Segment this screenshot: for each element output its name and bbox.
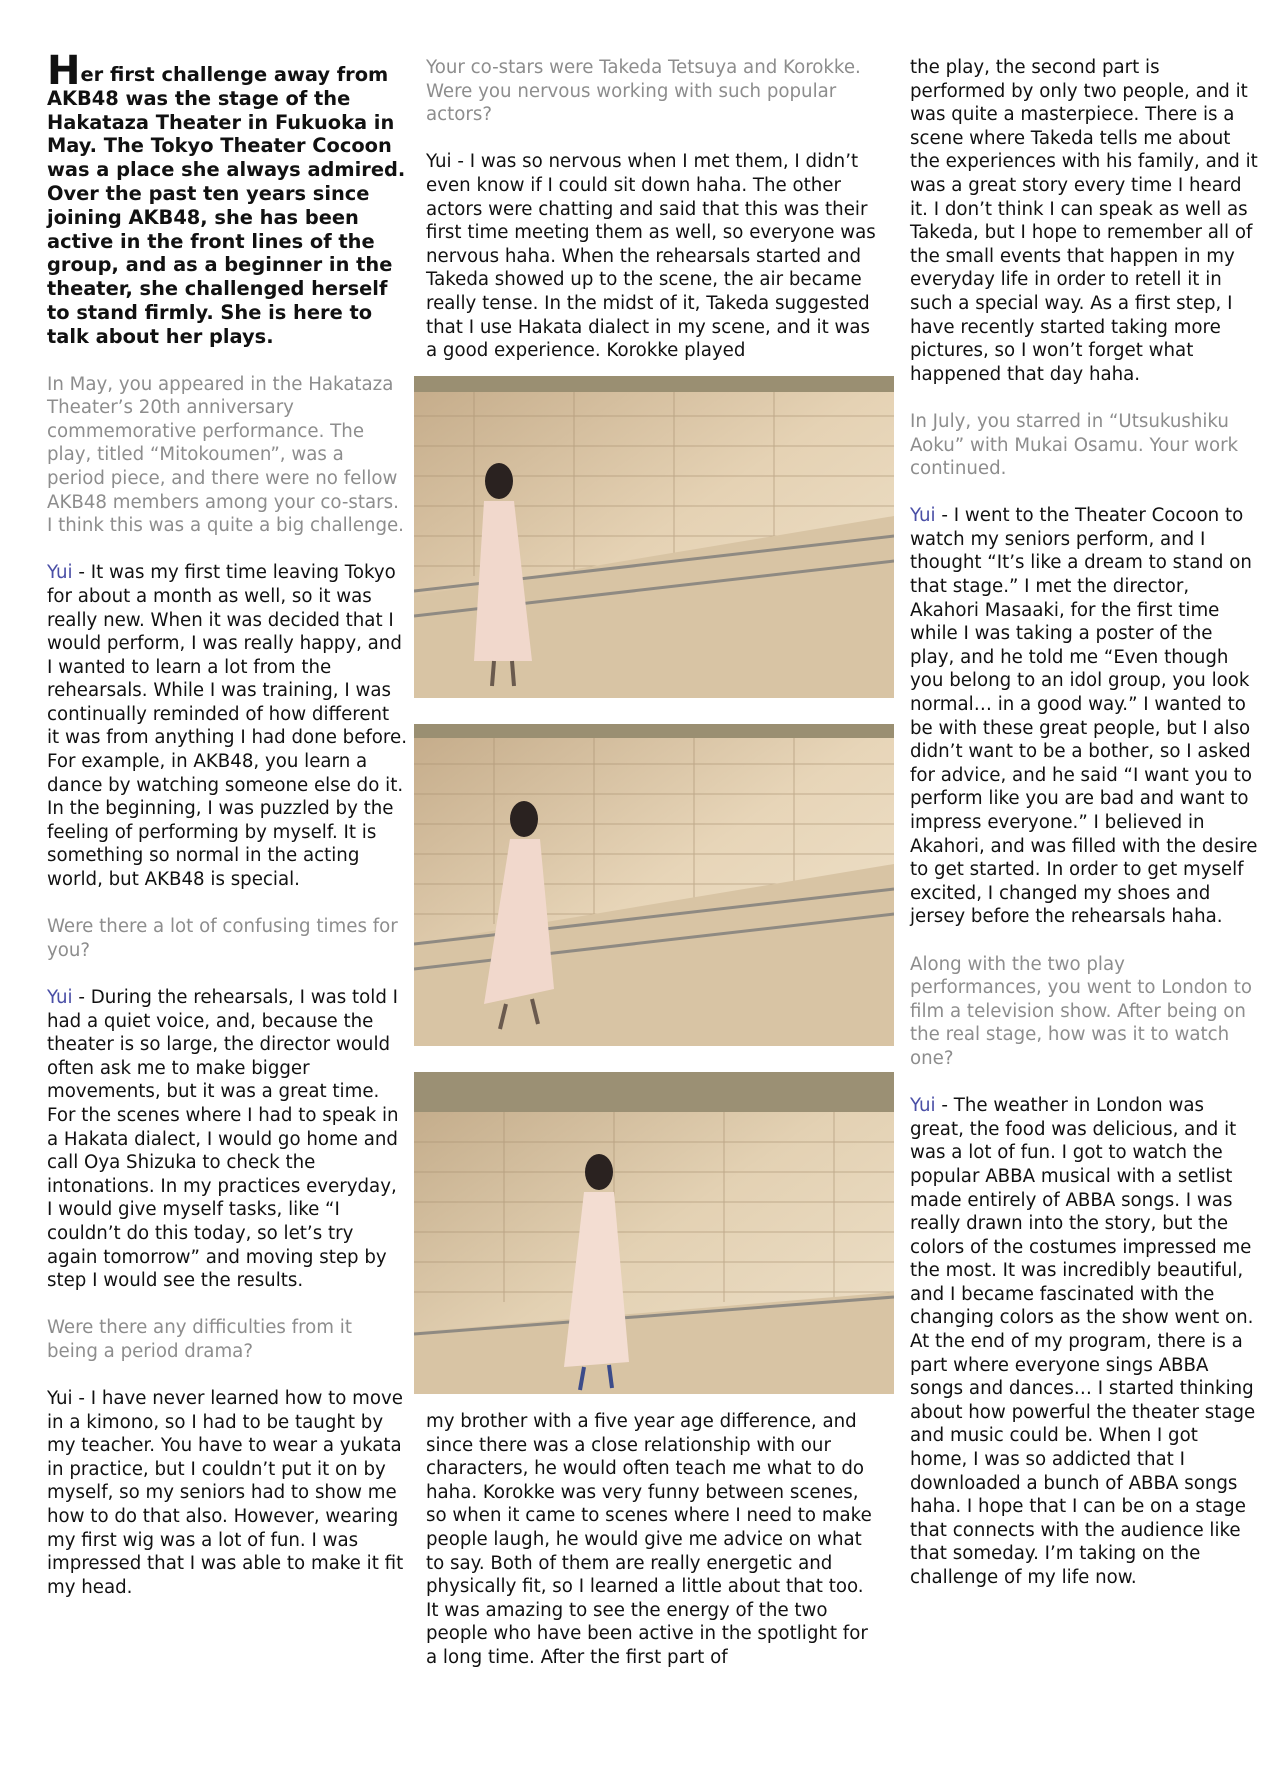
answer-3: Yui - I have never learned how to move in a kimono, so I had to be taught by my teacher. You have to wear a yukata in practice, but I couldn’t put it on by myself, so my seniors had to show me how to do that also. However, wearing my first wig was a lot of fun. I was impressed that I was able to make it fit my head. [47,1388,404,1598]
question-5: In July, you starred in “Utsukushiku Aoku” with Mukai Osamu. Your work continued. [910,410,1239,480]
column-2 [426,56,881,386]
answer-5: Yui - I went to the Theater Cocoon to watch my seniors perform, and I thought “It’s like a dream to stand on that stage.” I met the director, Akahori Masaaki, for the first time while I was taking a poster of the play, and he told me “Even though you belong to an idol group, you look normal… in a good way.” I wanted to be with these great people, but I also didn’t want to be a bother, so I asked for advice, and he said “I want you to perform like you are bad and want to impress everyone.” I believed in Akahori, and was filled with the desire to get started. In order to get myself excited, I changed my shoes and jersey before the rehearsals haha. [910,505,1258,928]
photo-1 [414,376,894,698]
speaker-name: Yui [47,562,73,584]
question-6: Along with the two play performances, you went to London to film a television show. After being on the real stage, how was it to watch one? [910,953,1252,1069]
question-4: Your co-stars were Takeda Tetsuya and Korokke. Were you nervous working with such popular actors? [426,57,861,126]
photo-3 [414,1072,894,1394]
lead-paragraph: Her first challenge away from AKB48 was the stage of the Hakataza Theater in Fukuoka in May. The Tokyo Theater Cocoon was a place she always admired. Over the past ten years since joining AKB48, she has been active in the front lines of the group, and as a beginner in the theater, she challenged herself to stand firmly. She is here to talk about her plays. [47,48,406,348]
answer-1: Yui - It was my first time leaving Tokyo for about a month as well, so it was really new. When it was decided that I would perform, I was really happy, and I wanted to learn a lot from the rehearsals. While I was training, I was continually reminded of how different it was from anything I had done before. For example, in AKB48, you learn a dance by watching someone else do it. In the beginning, I was puzzled by the feeling of performing by myself. It is something so normal in the acting world, but AKB48 is special. [47,562,407,891]
drop-cap: H [47,48,81,94]
question-1: In May, you appeared in the Hakataza Theater’s 20th anniversary commemorative performance. The play, titled “Mitokoumen”, was a period piece, and there were no fellow AKB48 members among your co-stars. I think this was a quite a big challenge. [47,373,404,537]
column-3 [910,56,1260,1613]
column-1 [47,48,407,1623]
speaker-name: Yui [910,1095,936,1117]
answer-2: Yui - During the rehearsals, I was told I had a quiet voice, and, because the theater is so large, the director would often ask me to make bigger movements, but it was a great time. For the scenes where I had to speak in a Hakata dialect, I would go home and call Oya Shizuka to check the intonations. In my practices everyday, I would give myself tasks, like “I couldn’t do this today, so let’s try again tomorrow” and moving step by step I would see the results. [47,987,399,1292]
answer-4-continued-2: the play, the second part is performed by only two people, and it was quite a masterpiece. There is a scene where Takeda tells me about the experiences with his family, and it was a great story every time I heard it. I don’t think I can speak as well as Takeda, but I hope to remember all of the small events that happen in my everyday life in order to retell it in such a special way. As a first step, I have recently started taking more pictures, so I won’t forget what happened that day haha. [910,57,1258,385]
column-2-continued [426,1410,881,1693]
question-2: Were there a lot of confusing times for you? [47,916,398,961]
question-3: Were there any difficulties from it being a period drama? [47,1317,352,1362]
photo-2 [414,724,894,1046]
speaker-name: Yui [910,505,936,527]
answer-4-continued: my brother with a five year age difference, and since there was a close relationship with our characters, he would often teach me what to do haha. Korokke was very funny between scenes, so when it came to scenes where I need to make people laugh, he would give me advice on what to say. Both of them are really energetic and physically fit, so I learned a little about that too. It was amazing to see the energy of the two people who have been active in the spotlight for a long time. After the first part of [426,1411,872,1668]
answer-6: Yui - The weather in London was great, the food was delicious, and it was a lot of fun. I got to watch the popular ABBA musical with a setlist made entirely of ABBA songs. I was really drawn into the story, but the colors of the costumes impressed me the most. It was incredibly beautiful, and I became fascinated with the changing colors as the show went on. At the end of my program, there is a part where everyone sings ABBA songs and dances… I started thinking about how powerful the theater stage and music could be. When I got home, I was so addicted that I downloaded a bunch of ABBA songs haha. I hope that I can be on a stage that connects with the audience like that someday. I’m taking on the challenge of my life now. [910,1095,1256,1588]
answer-4: Yui - I was so nervous when I met them, I didn’t even know if I could sit down haha. The other actors were chatting and said that this was their first time meeting them as well, so everyone was nervous haha. When the rehearsals started and Takeda showed up to the scene, the air became really tense. In the midst of it, Takeda suggested that I use Hakata dialect in my scene, and it was a good experience. Korokke played [426,151,876,362]
speaker-name: Yui [47,987,73,1008]
